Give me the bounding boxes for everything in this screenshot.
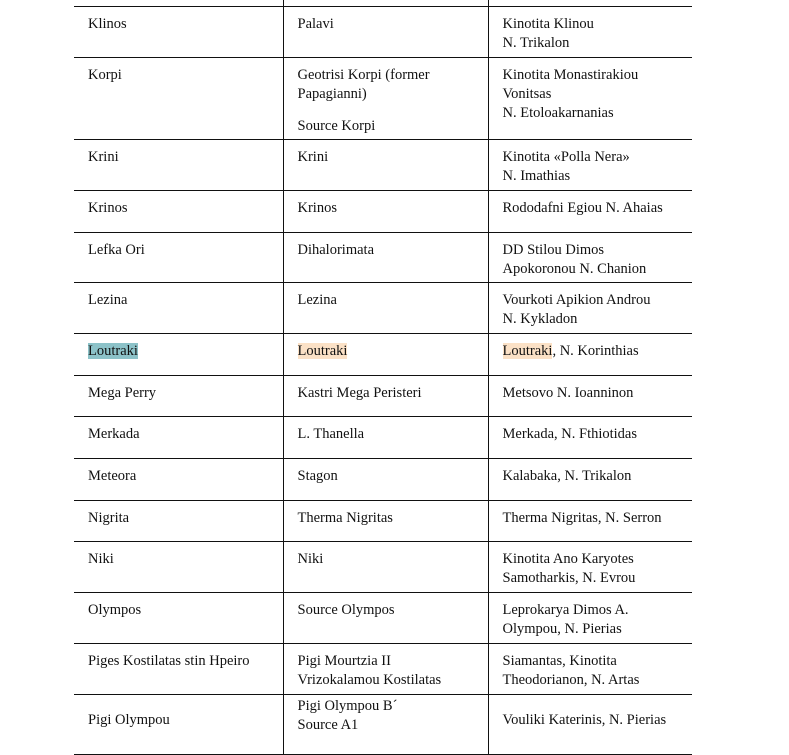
cell-text-line: Vrizokalamou Kostilatas [297,671,442,688]
cell-text-line: Kastri Mega Peristeri [297,384,422,401]
region-cell [488,57,692,139]
region-cell [488,190,692,232]
table-row [74,282,692,333]
cell-text-line: Kalabaka, N. Trikalon [502,467,632,484]
table-row [74,6,692,57]
cell-text-line: Merkada, N. Fthiotidas [502,425,638,442]
region-cell [488,416,692,458]
cell-text-line: Kinotita Monastirakiou [502,66,639,83]
cell-text-line: Apokoronou N. Chanion [502,260,647,277]
location-cell [74,458,283,500]
cell-text-line: Leprokarya Dimos A. [502,601,629,618]
cell-text-line: Lezina [297,291,337,308]
region-cell [488,694,692,754]
cell-text-line: Pigi Mourtzia II [297,652,391,669]
cell-text-line: Lefka Ori [88,241,145,258]
cell-text-line: Vonitsas [502,85,552,102]
cell-text-line: Krinos [297,199,337,216]
table-row [74,592,692,643]
region-cell [488,458,692,500]
cell-text-line: Olympou, N. Pierias [502,620,622,637]
location-cell [74,643,283,694]
cell-text-line: Vouliki Katerinis, N. Pierias [502,711,667,728]
source-cell [283,139,488,190]
highlighted-text: Loutraki [297,342,348,359]
region-cell [488,375,692,416]
cell-text-line: Niki [297,550,324,567]
location-cell [74,57,283,139]
cell-text-line: Krini [88,148,119,165]
location-cell [74,375,283,416]
cell-text-line: Klinos [88,15,127,32]
region-cell [488,232,692,282]
source-cell [283,232,488,282]
cell-text-line: Olympos [88,601,142,618]
cell-text-line: Source Olympos [297,601,395,618]
location-cell [74,232,283,282]
cell-text-line: N. Trikalon [502,34,570,51]
cell-text-line: Pigi Olympou B´ [297,697,398,714]
cell-text-line: L. Thanella [297,425,365,442]
table-row [74,57,692,139]
cell-text-line: Samotharkis, N. Evrou [502,569,636,586]
cell-text-line: Rododafni Egiou N. Ahaias [502,199,663,216]
cell-text-line [298,342,480,361]
location-cell [74,333,283,375]
table-row [74,232,692,282]
table-row [74,333,692,375]
cell-text-line [503,342,685,361]
source-cell [283,333,488,375]
source-cell [283,643,488,694]
cell-text-line: Nigrita [88,509,130,526]
source-cell [283,6,488,57]
cell-text-line: Korpi [88,66,122,83]
location-cell [74,416,283,458]
cell-text-line: Merkada [88,425,140,442]
source-cell [283,592,488,643]
highlighted-text: Loutraki [502,342,553,359]
cell-text-line: DD Stilou Dimos [502,241,605,258]
region-cell [488,6,692,57]
cell-text-line: Mega Perry [88,384,157,401]
location-cell [74,282,283,333]
table-row [74,139,692,190]
cell-text-line: Pigi Olympou [88,711,170,728]
cell-text-line: Metsovo N. Ioanninon [502,384,634,401]
table-row [74,375,692,416]
table-row [74,190,692,232]
cell-text-line: Therma Nigritas [297,509,393,526]
cell-text-line: N. Kykladon [502,310,578,327]
source-cell [283,500,488,541]
table-row [74,500,692,541]
cell-text-line: Source A1 [297,716,359,733]
region-cell [488,541,692,592]
location-cell [74,541,283,592]
source-cell [283,416,488,458]
cell-text-line: Palavi [297,15,334,32]
cell-text-line: Theodorianon, N. Artas [502,671,640,688]
source-cell [283,57,488,139]
cell-text-line: Kinotita «Polla Nera» [502,148,630,165]
cell-text-line: Piges Kostilatas stin Hpeiro [88,652,250,669]
source-cell [283,282,488,333]
table-row [74,458,692,500]
source-cell [283,375,488,416]
cell-text-line: Krinos [88,199,128,216]
cell-paragraph [298,117,480,136]
table-row [74,694,692,754]
cell-text-line: Source Korpi [297,117,376,134]
location-cell [74,694,283,754]
source-cell [283,541,488,592]
location-cell [74,139,283,190]
cell-text-line: Therma Nigritas, N. Serron [502,509,662,526]
cell-text-line [88,342,275,361]
cell-text-line: Meteora [88,467,137,484]
table-row [74,541,692,592]
cell-text-line: Kinotita Klinou [502,15,594,32]
region-cell [488,500,692,541]
region-cell [488,643,692,694]
location-cell [74,190,283,232]
location-cell [74,592,283,643]
source-cell [283,458,488,500]
springs-table [74,0,692,755]
table-row [74,643,692,694]
cell-text-line: Papagianni) [297,85,367,102]
source-cell [283,694,488,754]
cell-text-line: Dihalorimata [297,241,375,258]
cell-text-line: Krini [297,148,329,165]
highlighted-text: Loutraki [88,342,138,359]
cell-text-line: Lezina [88,291,128,308]
cell-text-line: Geotrisi Korpi (former [297,66,430,83]
location-cell [74,500,283,541]
cell-text-line: N. Etoloakarnanias [502,104,614,121]
table-row [74,416,692,458]
cell-text-line: Stagon [297,467,338,484]
cell-text-line: N. Imathias [502,167,571,184]
region-cell [488,282,692,333]
document-table-wrapper [74,0,692,755]
cell-text: , N. Korinthias [552,342,639,359]
cell-text-line: Vourkoti Apikion Androu [502,291,651,308]
region-cell [488,592,692,643]
region-cell [488,333,692,375]
location-cell [74,6,283,57]
region-cell [488,139,692,190]
cell-text-line: Kinotita Ano Karyotes [502,550,634,567]
source-cell [283,190,488,232]
cell-text-line: Siamantas, Kinotita [502,652,617,669]
cell-text-line: Niki [88,550,114,567]
